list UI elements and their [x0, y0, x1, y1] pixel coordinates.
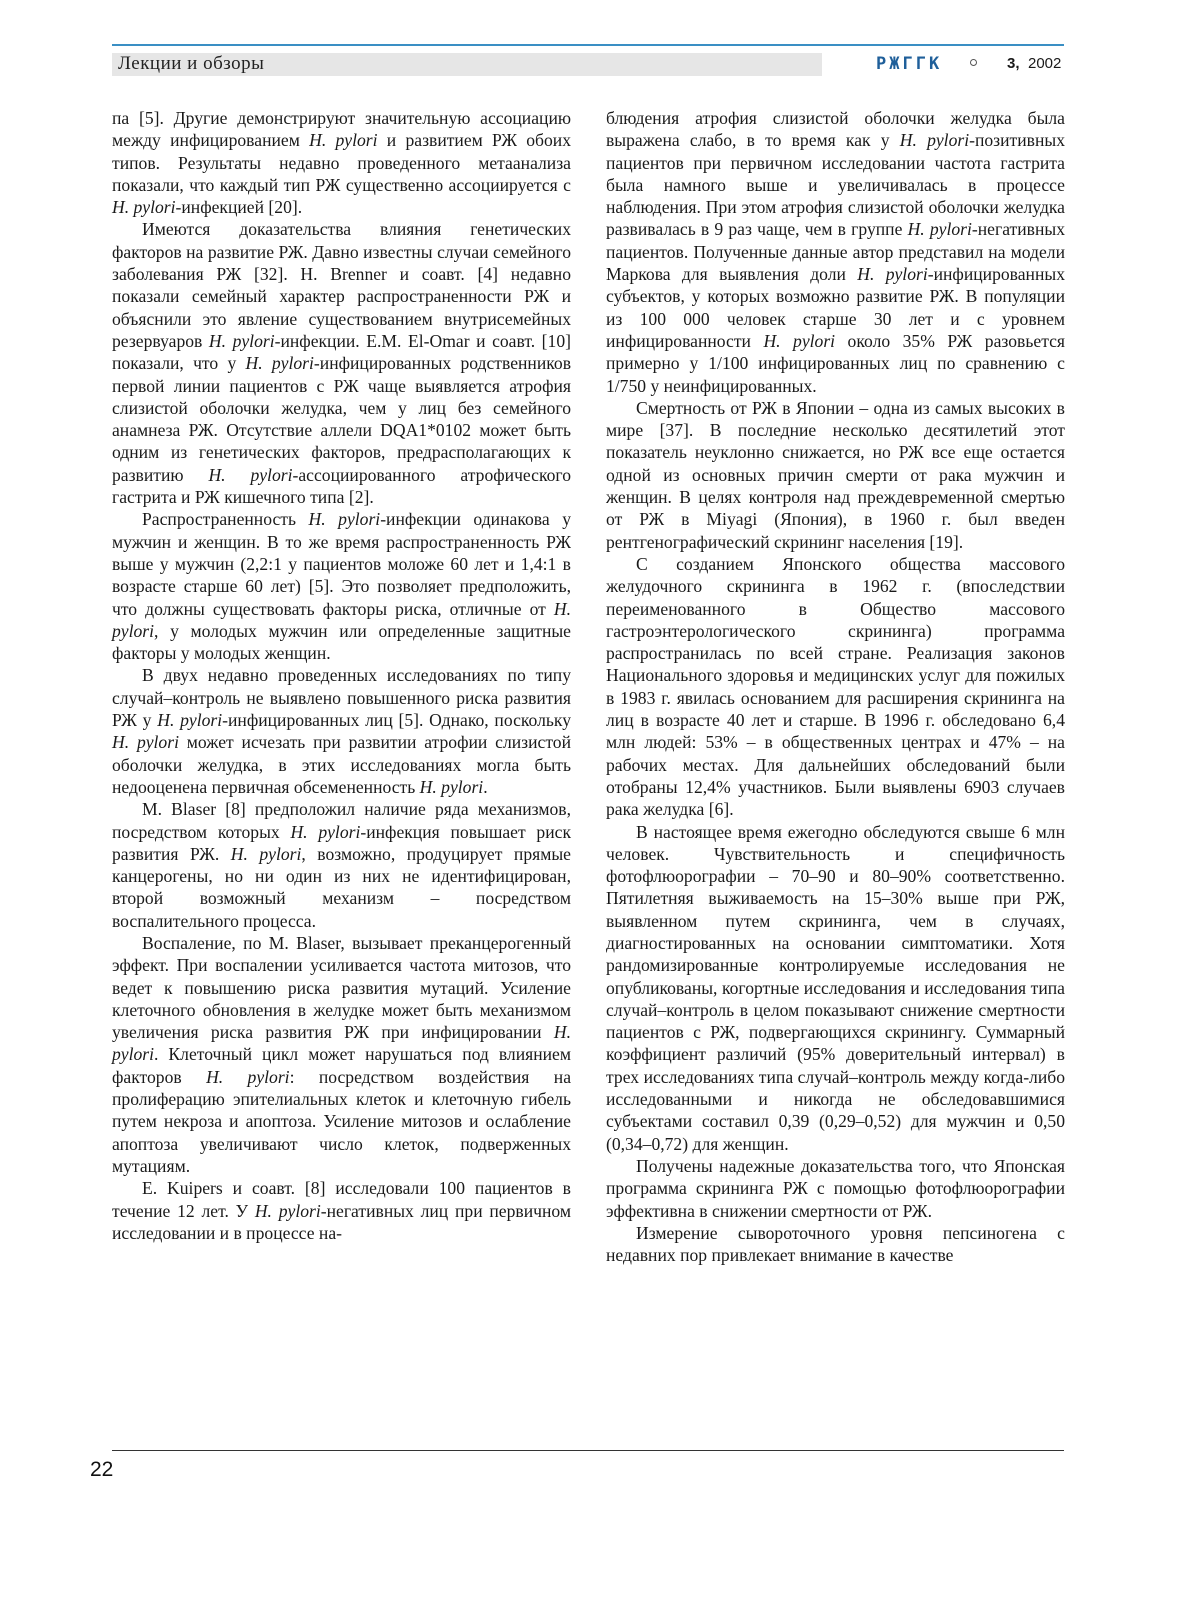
section-title: Лекции и обзоры [118, 53, 265, 74]
paragraph: Распространенность H. pylori-инфекции одинакова у мужчин и женщин. В то же время распространенность РЖ выше у мужчин (2,2:1 у пациентов моложе 60 лет и 1,4:1 в возрасте старше 60 лет) [5]. Это позволяет предположить, что должны существовать факторы риска, отличные от H. pylori, у молодых мужчин или определенные защитные факторы у молодых женщин. [112, 509, 571, 664]
bullet-icon [970, 59, 977, 66]
footer-rule [112, 1450, 1064, 1451]
page-number: 22 [90, 1458, 114, 1481]
paragraph: В настоящее время ежегодно обследуются свыше 6 млн человек. Чувствительность и специфичность фотофлюорографии – 70–90 и 80–90% соответственно. Пятилетняя выживаемость на 15–30% выше при РЖ, выявленном путем скрининга, чем в случаях, диагностированных на основании симптоматики. Хотя рандомизированные контролируемые исследования не опубликованы, когортные исследования и исследования типа случай–контроль в целом показывают снижение смертности пациентов с РЖ, подвергающихся скринингу. Суммарный коэффициент различий (95% доверительный интервал) в трех исследованиях типа случай–контроль между когда-либо исследованными и никогда не обследовавшимися субъектами составил 0,39 (0,29–0,52) для мужчин и 0,50 (0,34–0,72) для женщин. [606, 821, 1065, 1154]
issue-year: 2002 [1028, 55, 1062, 72]
paragraph: M. Blaser [8] предположил наличие ряда механизмов, посредством которых H. pylori-инфекция повышает риск развития РЖ. H. pylori, возможно, продуцирует прямые канцерогены, но ни один из них не идентифицирован, второй возможный механизм – посредством воспалительного процесса. [112, 799, 572, 931]
paragraph: Получены надежные доказательства того, что Японская программа скрининга РЖ с помощью фотофлюорографии эффективна в снижении смертности от РЖ. [606, 1155, 1065, 1221]
journal-logo: РЖГГК [876, 54, 943, 74]
paragraph: блюдения атрофия слизистой оболочки желудка была выражена слабо, в то время как у H. pylori-позитивных пациентов при первичном исследовании частота гастрита была намного выше и увеличивалась в процессе наблюдения. При этом атрофия слизистой оболочки желудка развивалась в 9 раз чаще, чем в группе H. pylori-негативных пациентов. Полученные данные автор представил на модели Маркова для выявления доли H. pylori-инфицированных субъектов, у которых возможно развитие РЖ. В популяции из 100 000 человек старше 30 лет и с уровнем инфицированности H. pylori около 35% РЖ разовьется примерно у 1/100 инфицированных лиц по сравнению с 1/750 у неинфицированных. [606, 108, 1065, 396]
paragraph: С созданием Японского общества массового желудочного скрининга в 1962 г. (впоследствии переименованного в Общество массового гастроэнтерологического скрининга) программа распространилась по всей стране. Реализация законов Национального здоровья и медицинских услуг для пожилых в 1983 г. явилась основанием для расширения скрининга на лиц в возрасте 40 лет и старше. В 1996 г. обследовано 6,4 млн людей: 53% – в общественных центрах и 47% – на рабочих местах. Для дальнейших обследований были отобраны 12,4% участников. Были выявлены 6903 случаев рака желудка [6]. [606, 553, 1065, 820]
paragraph: Смертность от РЖ в Японии – одна из самых высоких в мире [37]. В последние несколько десятилетий этот показатель неуклонно снижается, но РЖ все еще остается одной из основных причин смерти от рака мужчин и женщин. В целях контроля над преждевременной смертью от РЖ в Miyagi (Япония), в 1960 г. был введен рентгенографический скрининг населения [19]. [606, 397, 1065, 552]
paragraph: Имеются доказательства влияния генетических факторов на развитие РЖ. Давно известны случаи семейного заболевания РЖ [32]. H. Brenner и соавт. [4] недавно показали семейный характер распространенности РЖ и объяснили это явление существованием внутрисемейных резервуаров H. pylori-инфекции. E.M. El-Omar и соавт. [10] показали, что у H. pylori-инфицированных родственников первой линии пациентов с РЖ чаще выявляется атрофия слизистой оболочки желудка, чем у лиц без семейного анамнеза РЖ. Отсутствие аллели DQA1*0102 может быть одним из генетических факторов, предрасполагающих к развитию H. pylori-ассоциированного атрофического гастрита и РЖ кишечного типа [2]. [112, 219, 572, 508]
paragraph: Воспаление, по M. Blaser, вызывает преканцерогенный эффект. При воспалении усиливается частота митозов, что ведет к повышению риска развития мутаций. Усиление клеточного обновления в желудке может быть механизмом увеличения риска развития РЖ при инфицировании H. pylori. Клеточный цикл может нарушаться под влиянием факторов H. pylori: посредством воздействия на пролиферацию эпителиальных клеток и клеточную гибель путем некроза и апоптоза. Усиление митозов и ослабление апоптоза увеличивают число клеток, подверженных мутациям. [112, 932, 571, 1176]
paragraph: Измерение сывороточного уровня пепсиногена с недавних пор привлекает внимание в качестве [606, 1222, 1065, 1266]
left-column [112, 107, 571, 1244]
paragraph: В двух недавно проведенных исследованиях по типу случай–контроль не выявлено повышенного риска развития РЖ у H. pylori-инфицированных лиц [5]. Однако, поскольку H. pylori может исчезать при развитии атрофии слизистой оболочки желудка, в этих исследованиях могла быть недооценена первичная обсемененность H. pylori. [112, 665, 571, 797]
paragraph: па [5]. Другие демонстрируют значительную ассоциацию между инфицированием H. pylori и развитием РЖ обоих типов. Результаты недавно проведенного метаанализа показали, что каждый тип РЖ существенно ассоциируется с H. pylori-инфекцией [20]. [112, 108, 572, 218]
right-column [606, 107, 1065, 1266]
header-rule [112, 44, 1064, 46]
paragraph: E. Kuipers и соавт. [8] исследовали 100 пациентов в течение 12 лет. У H. pylori-негативных лиц при первичном исследовании и в процессе на- [112, 1178, 571, 1243]
issue-number: 3, [1007, 55, 1020, 72]
